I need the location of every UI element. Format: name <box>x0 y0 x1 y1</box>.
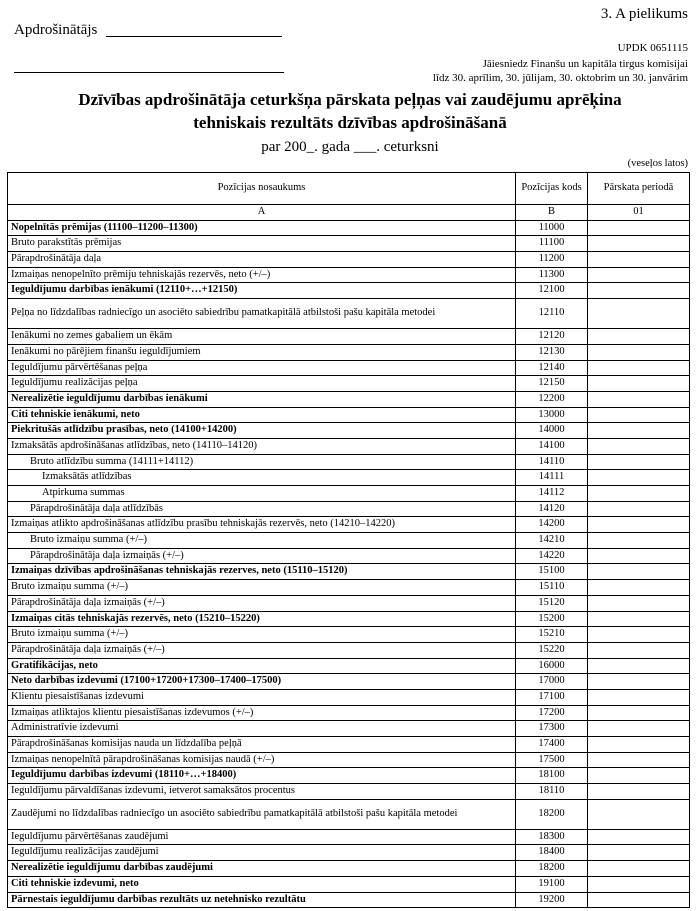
row-value-input[interactable] <box>588 236 690 252</box>
appendix-number: 3. A pielikums <box>600 6 688 22</box>
row-name: Izmaiņas dzīvības apdrošināšanas tehniskajās rezerves, neto (15110–15120) <box>8 564 516 580</box>
row-name: Izmaiņas atlikto apdrošināšanas atlīdzību prasību tehniskajās rezervēs, neto (14210–14220) <box>8 517 516 533</box>
row-value-input[interactable] <box>588 768 690 784</box>
row-code: 15110 <box>516 580 588 596</box>
row-code: 18110 <box>516 784 588 800</box>
table-row <box>8 674 690 690</box>
table-row <box>8 423 690 439</box>
row-value-input[interactable] <box>588 267 690 283</box>
submit-to-note: Jāiesniedz Finanšu un kapitāla tirgus komisijai <box>482 58 688 70</box>
row-value-input[interactable] <box>588 627 690 643</box>
row-name: Pārapdrošinātāja daļa izmaiņās (+/–) <box>8 642 516 658</box>
row-value-input[interactable] <box>588 845 690 861</box>
row-name: Ienākumi no zemes gabaliem un ēkām <box>8 329 516 345</box>
row-name: Citi tehniskie ienākumi, neto <box>8 407 516 423</box>
row-name: Ieguldījumu pārvaldīšanas izdevumi, ietverot samaksātos procentus <box>8 784 516 800</box>
column-letters-row <box>8 205 690 221</box>
row-name: Nerealizētie ieguldījumu darbības ienākumi <box>8 391 516 407</box>
table-row <box>8 470 690 486</box>
row-value-input[interactable] <box>588 533 690 549</box>
row-value-input[interactable] <box>588 252 690 268</box>
table-row <box>8 236 690 252</box>
row-name: Pārapdrošinātāja daļa izmaiņās (+/–) <box>8 595 516 611</box>
column-letter-b: B <box>516 205 588 221</box>
row-name: Bruto parakstītās prēmijas <box>8 236 516 252</box>
row-name: Neto darbības izdevumi (17100+17200+17300–17400–17500) <box>8 674 516 690</box>
row-code: 17400 <box>516 737 588 753</box>
row-value-input[interactable] <box>588 799 690 829</box>
row-code: 13000 <box>516 407 588 423</box>
row-name: Ieguldījumu realizācijas peļņa <box>8 376 516 392</box>
table-row <box>8 344 690 360</box>
row-code: 14210 <box>516 533 588 549</box>
report-title-line1: Dzīvības apdrošinātāja ceturkšņa pārskata peļņas vai zaudējumu aprēķina <box>78 90 622 109</box>
row-name: Administratīvie izdevumi <box>8 721 516 737</box>
header-position-code: Pozīcijas kods <box>516 173 588 205</box>
row-code: 14111 <box>516 470 588 486</box>
row-value-input[interactable] <box>588 391 690 407</box>
row-value-input[interactable] <box>588 674 690 690</box>
table-row <box>8 580 690 596</box>
row-code: 14000 <box>516 423 588 439</box>
row-name: Citi tehniskie izdevumi, neto <box>8 876 516 892</box>
table-row <box>8 360 690 376</box>
row-name: Bruto izmaiņu summa (+/–) <box>8 580 516 596</box>
row-code: 19200 <box>516 892 588 908</box>
row-value-input[interactable] <box>588 344 690 360</box>
table-row <box>8 252 690 268</box>
row-code: 14112 <box>516 486 588 502</box>
table-row <box>8 299 690 329</box>
table-row <box>8 642 690 658</box>
row-value-input[interactable] <box>588 329 690 345</box>
row-value-input[interactable] <box>588 454 690 470</box>
row-name: Bruto izmaiņu summa (+/–) <box>8 627 516 643</box>
row-value-input[interactable] <box>588 752 690 768</box>
row-value-input[interactable] <box>588 829 690 845</box>
row-value-input[interactable] <box>588 501 690 517</box>
row-code: 19100 <box>516 876 588 892</box>
units-note: (veseļos latos) <box>627 158 688 169</box>
row-code: 18100 <box>516 768 588 784</box>
row-value-input[interactable] <box>588 705 690 721</box>
row-code: 12100 <box>516 283 588 299</box>
row-code: 14220 <box>516 548 588 564</box>
row-code: 18200 <box>516 799 588 829</box>
row-value-input[interactable] <box>588 658 690 674</box>
row-value-input[interactable] <box>588 876 690 892</box>
row-name: Bruto izmaiņu summa (+/–) <box>8 533 516 549</box>
row-code: 12130 <box>516 344 588 360</box>
table-row <box>8 876 690 892</box>
table-row <box>8 267 690 283</box>
row-code: 18300 <box>516 829 588 845</box>
row-code: 14110 <box>516 454 588 470</box>
report-period: par 200_. gada ___. ceturksni <box>261 139 439 155</box>
row-code: 14120 <box>516 501 588 517</box>
row-code: 18200 <box>516 861 588 877</box>
row-name: Nopelnītās prēmijas (11100–11200–11300) <box>8 220 516 236</box>
row-name: Izmaiņas citās tehniskajās rezervēs, neto (15210–15220) <box>8 611 516 627</box>
table-row <box>8 768 690 784</box>
column-letter-01: 01 <box>588 205 690 221</box>
table-row <box>8 752 690 768</box>
row-code: 11200 <box>516 252 588 268</box>
row-code: 17200 <box>516 705 588 721</box>
table-row <box>8 799 690 829</box>
row-name: Izmaksātās atlīdzības <box>8 470 516 486</box>
table-row <box>8 486 690 502</box>
table-row <box>8 220 690 236</box>
row-value-input[interactable] <box>588 611 690 627</box>
row-code: 12140 <box>516 360 588 376</box>
table-row <box>8 892 690 908</box>
table-row <box>8 861 690 877</box>
row-code: 15120 <box>516 595 588 611</box>
row-value-input[interactable] <box>588 283 690 299</box>
row-value-input[interactable] <box>588 564 690 580</box>
row-value-input[interactable] <box>588 486 690 502</box>
table-row <box>8 784 690 800</box>
row-value-input[interactable] <box>588 423 690 439</box>
row-code: 14100 <box>516 438 588 454</box>
table-row <box>8 829 690 845</box>
row-code: 16000 <box>516 658 588 674</box>
row-name: Izmaksātās apdrošināšanas atlīdzības, neto (14110–14120) <box>8 438 516 454</box>
table-row <box>8 438 690 454</box>
row-name: Atpirkuma summas <box>8 486 516 502</box>
row-value-input[interactable] <box>588 517 690 533</box>
row-name: Pārnestais ieguldījumu darbības rezultāts uz netehnisko rezultātu <box>8 892 516 908</box>
deadline-note: līdz 30. aprīlim, 30. jūlijam, 30. oktobrim un 30. janvārim <box>432 72 688 84</box>
row-name: Piekritušās atlīdzību prasības, neto (14100+14200) <box>8 423 516 439</box>
row-value-input[interactable] <box>588 784 690 800</box>
row-name: Bruto atlīdzību summa (14111+14112) <box>8 454 516 470</box>
row-value-input[interactable] <box>588 438 690 454</box>
table-row <box>8 737 690 753</box>
row-name: Ieguldījumu darbības ienākumi (12110+…+12150) <box>8 283 516 299</box>
row-name: Izmaiņas nenopelnīto prēmiju tehniskajās rezervēs, neto (+/–) <box>8 267 516 283</box>
row-value-input[interactable] <box>588 861 690 877</box>
row-value-input[interactable] <box>588 376 690 392</box>
row-code: 11100 <box>516 236 588 252</box>
row-value-input[interactable] <box>588 642 690 658</box>
form-code: UPDK 0651115 <box>617 42 688 54</box>
table-row <box>8 407 690 423</box>
table-row <box>8 501 690 517</box>
row-value-input[interactable] <box>588 580 690 596</box>
row-code: 14200 <box>516 517 588 533</box>
row-code: 12150 <box>516 376 588 392</box>
header-period: Pārskata periodā <box>588 173 690 205</box>
table-row <box>8 595 690 611</box>
table-row <box>8 454 690 470</box>
table-row <box>8 564 690 580</box>
row-value-input[interactable] <box>588 595 690 611</box>
row-code: 17300 <box>516 721 588 737</box>
row-name: Klientu piesaistīšanas izdevumi <box>8 689 516 705</box>
table-row <box>8 845 690 861</box>
row-value-input[interactable] <box>588 721 690 737</box>
row-name: Pārapdrošinātāja daļa atlīdzībās <box>8 501 516 517</box>
row-value-input[interactable] <box>588 548 690 564</box>
table-row <box>8 705 690 721</box>
row-name: Pārapdrošinātāja daļa <box>8 252 516 268</box>
table-row <box>8 627 690 643</box>
row-code: 12110 <box>516 299 588 329</box>
table-row <box>8 329 690 345</box>
column-letter-a: A <box>8 205 516 221</box>
row-name: Gratifikācijas, neto <box>8 658 516 674</box>
row-code: 11000 <box>516 220 588 236</box>
row-code: 17000 <box>516 674 588 690</box>
row-code: 12120 <box>516 329 588 345</box>
row-name: Pārapdrošinātāja daļa izmaiņās (+/–) <box>8 548 516 564</box>
row-value-input[interactable] <box>588 407 690 423</box>
row-code: 11300 <box>516 267 588 283</box>
table-row <box>8 658 690 674</box>
header-position-name: Pozīcijas nosaukums <box>8 173 516 205</box>
row-value-input[interactable] <box>588 689 690 705</box>
table-row <box>8 283 690 299</box>
row-name: Izmaiņas atliktajos klientu piesaistīšanas izdevumos (+/–) <box>8 705 516 721</box>
row-code: 17100 <box>516 689 588 705</box>
row-code: 17500 <box>516 752 588 768</box>
row-name: Nerealizētie ieguldījumu darbības zaudējumi <box>8 861 516 877</box>
row-name: Pārapdrošināšanas komisijas nauda un līdzdalība peļņā <box>8 737 516 753</box>
row-value-input[interactable] <box>588 470 690 486</box>
row-value-input[interactable] <box>588 360 690 376</box>
row-code: 15220 <box>516 642 588 658</box>
row-code: 15210 <box>516 627 588 643</box>
row-name: Ieguldījumu darbības izdevumi (18110+…+18400) <box>8 768 516 784</box>
row-code: 18400 <box>516 845 588 861</box>
insurer-name-line[interactable] <box>106 36 282 37</box>
table-row <box>8 517 690 533</box>
row-code: 15100 <box>516 564 588 580</box>
row-name: Ieguldījumu realizācijas zaudējumi <box>8 845 516 861</box>
row-value-input[interactable] <box>588 737 690 753</box>
row-code: 15200 <box>516 611 588 627</box>
row-name: Ieguldījumu pārvērtēšanas zaudējumi <box>8 829 516 845</box>
row-name: Izmaiņas nenopelnītā pārapdrošināšanas komisijas naudā (+/–) <box>8 752 516 768</box>
row-name: Ienākumi no pārējiem finanšu ieguldījumiem <box>8 344 516 360</box>
report-title-line2: tehniskais rezultāts dzīvības apdrošināšanā <box>193 113 507 132</box>
row-value-input[interactable] <box>588 299 690 329</box>
row-value-input[interactable] <box>588 892 690 908</box>
report-table <box>7 172 690 908</box>
table-row <box>8 611 690 627</box>
table-row <box>8 689 690 705</box>
insurer-label: Apdrošinātājs <box>14 22 98 38</box>
row-code: 12200 <box>516 391 588 407</box>
table-header-row <box>8 173 690 205</box>
table-row <box>8 721 690 737</box>
table-row <box>8 376 690 392</box>
insurer-extra-line[interactable] <box>14 72 284 73</box>
row-name: Ieguldījumu pārvērtēšanas peļņa <box>8 360 516 376</box>
row-value-input[interactable] <box>588 220 690 236</box>
table-row <box>8 533 690 549</box>
row-name: Peļņa no līdzdalības radniecīgo un asociēto sabiedrību pamatkapitālā atbilstoši pašu kapitāla metodei <box>8 299 516 329</box>
table-row <box>8 548 690 564</box>
row-name: Zaudējumi no līdzdalības radniecīgo un asociēto sabiedrību pamatkapitālā atbilstoši pašu kapitāla metodei <box>8 799 516 829</box>
table-row <box>8 391 690 407</box>
